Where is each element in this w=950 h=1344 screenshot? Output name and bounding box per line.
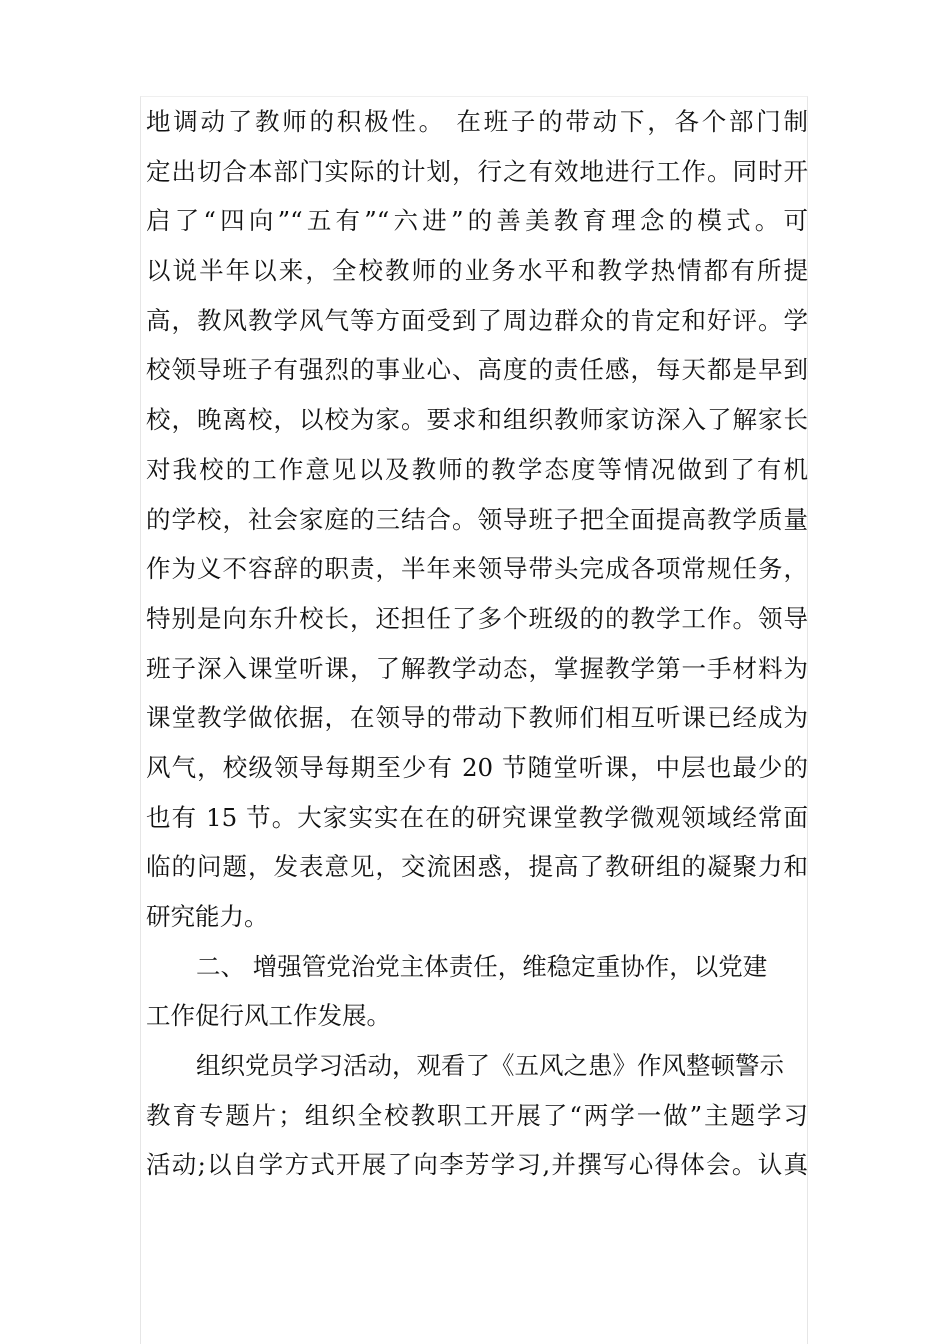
text-line: 班子深入课堂听课，了解教学动态，掌握教学第一手材料为 [146, 653, 808, 683]
text-line: 校领导班子有强烈的事业心、高度的责任感，每天都是早到 [146, 355, 808, 385]
text-line: 地调动了教师的积极性。 在班子的带动下，各个部门制 [146, 107, 808, 136]
text-line: 也有 15 节。大家实实在在的研究课堂教学微观领域经常面 [146, 802, 808, 832]
text-line: 活动;以自学方式开展了向李芳学习,并撰写心得体会。认真 [146, 1150, 808, 1180]
text-line: 特别是向东升校长，还担任了多个班级的的教学工作。领导 [146, 603, 808, 633]
text-line: 高，教风教学风气等方面受到了周边群众的肯定和好评。学 [146, 305, 808, 335]
text-line: 教育专题片；组织全校教职工开展了“两学一做”主题学习 [146, 1100, 808, 1130]
text-line: 校，晚离校，以校为家。要求和组织教师家访深入了解家长 [146, 405, 808, 435]
text-line: 研究能力。 [146, 902, 269, 931]
section-heading-line: 二、 增强管党治党主体责任，维稳定重协作，以党建 [196, 951, 768, 981]
text-line: 风气，校级领导每期至少有 20 节随堂听课，中层也最少的 [146, 752, 808, 782]
text-line: 组织党员学习活动，观看了《五风之患》作风整顿警示 [196, 1051, 784, 1081]
section-heading-line: 工作促行风工作发展。 [146, 1001, 391, 1031]
document-body [146, 97, 808, 1190]
text-line: 启了“四向”“五有”“六进”的善美教育理念的模式。可 [146, 206, 808, 236]
text-line: 以说半年以来，全校教师的业务水平和教学热情都有所提 [146, 256, 808, 286]
text-line: 的学校，社会家庭的三结合。领导班子把全面提高教学质量 [146, 504, 808, 534]
text-line: 对我校的工作意见以及教师的教学态度等情况做到了有机 [146, 454, 808, 484]
text-line: 定出切合本部门实际的计划，行之有效地进行工作。同时开 [146, 156, 808, 186]
text-line: 临的问题，发表意见，交流困惑，提高了教研组的凝聚力和 [146, 852, 808, 882]
text-line: 作为义不容辞的职责，半年来领导带头完成各项常规任务， [146, 554, 808, 584]
text-line: 课堂教学做依据，在领导的带动下教师们相互听课已经成为 [146, 703, 808, 733]
